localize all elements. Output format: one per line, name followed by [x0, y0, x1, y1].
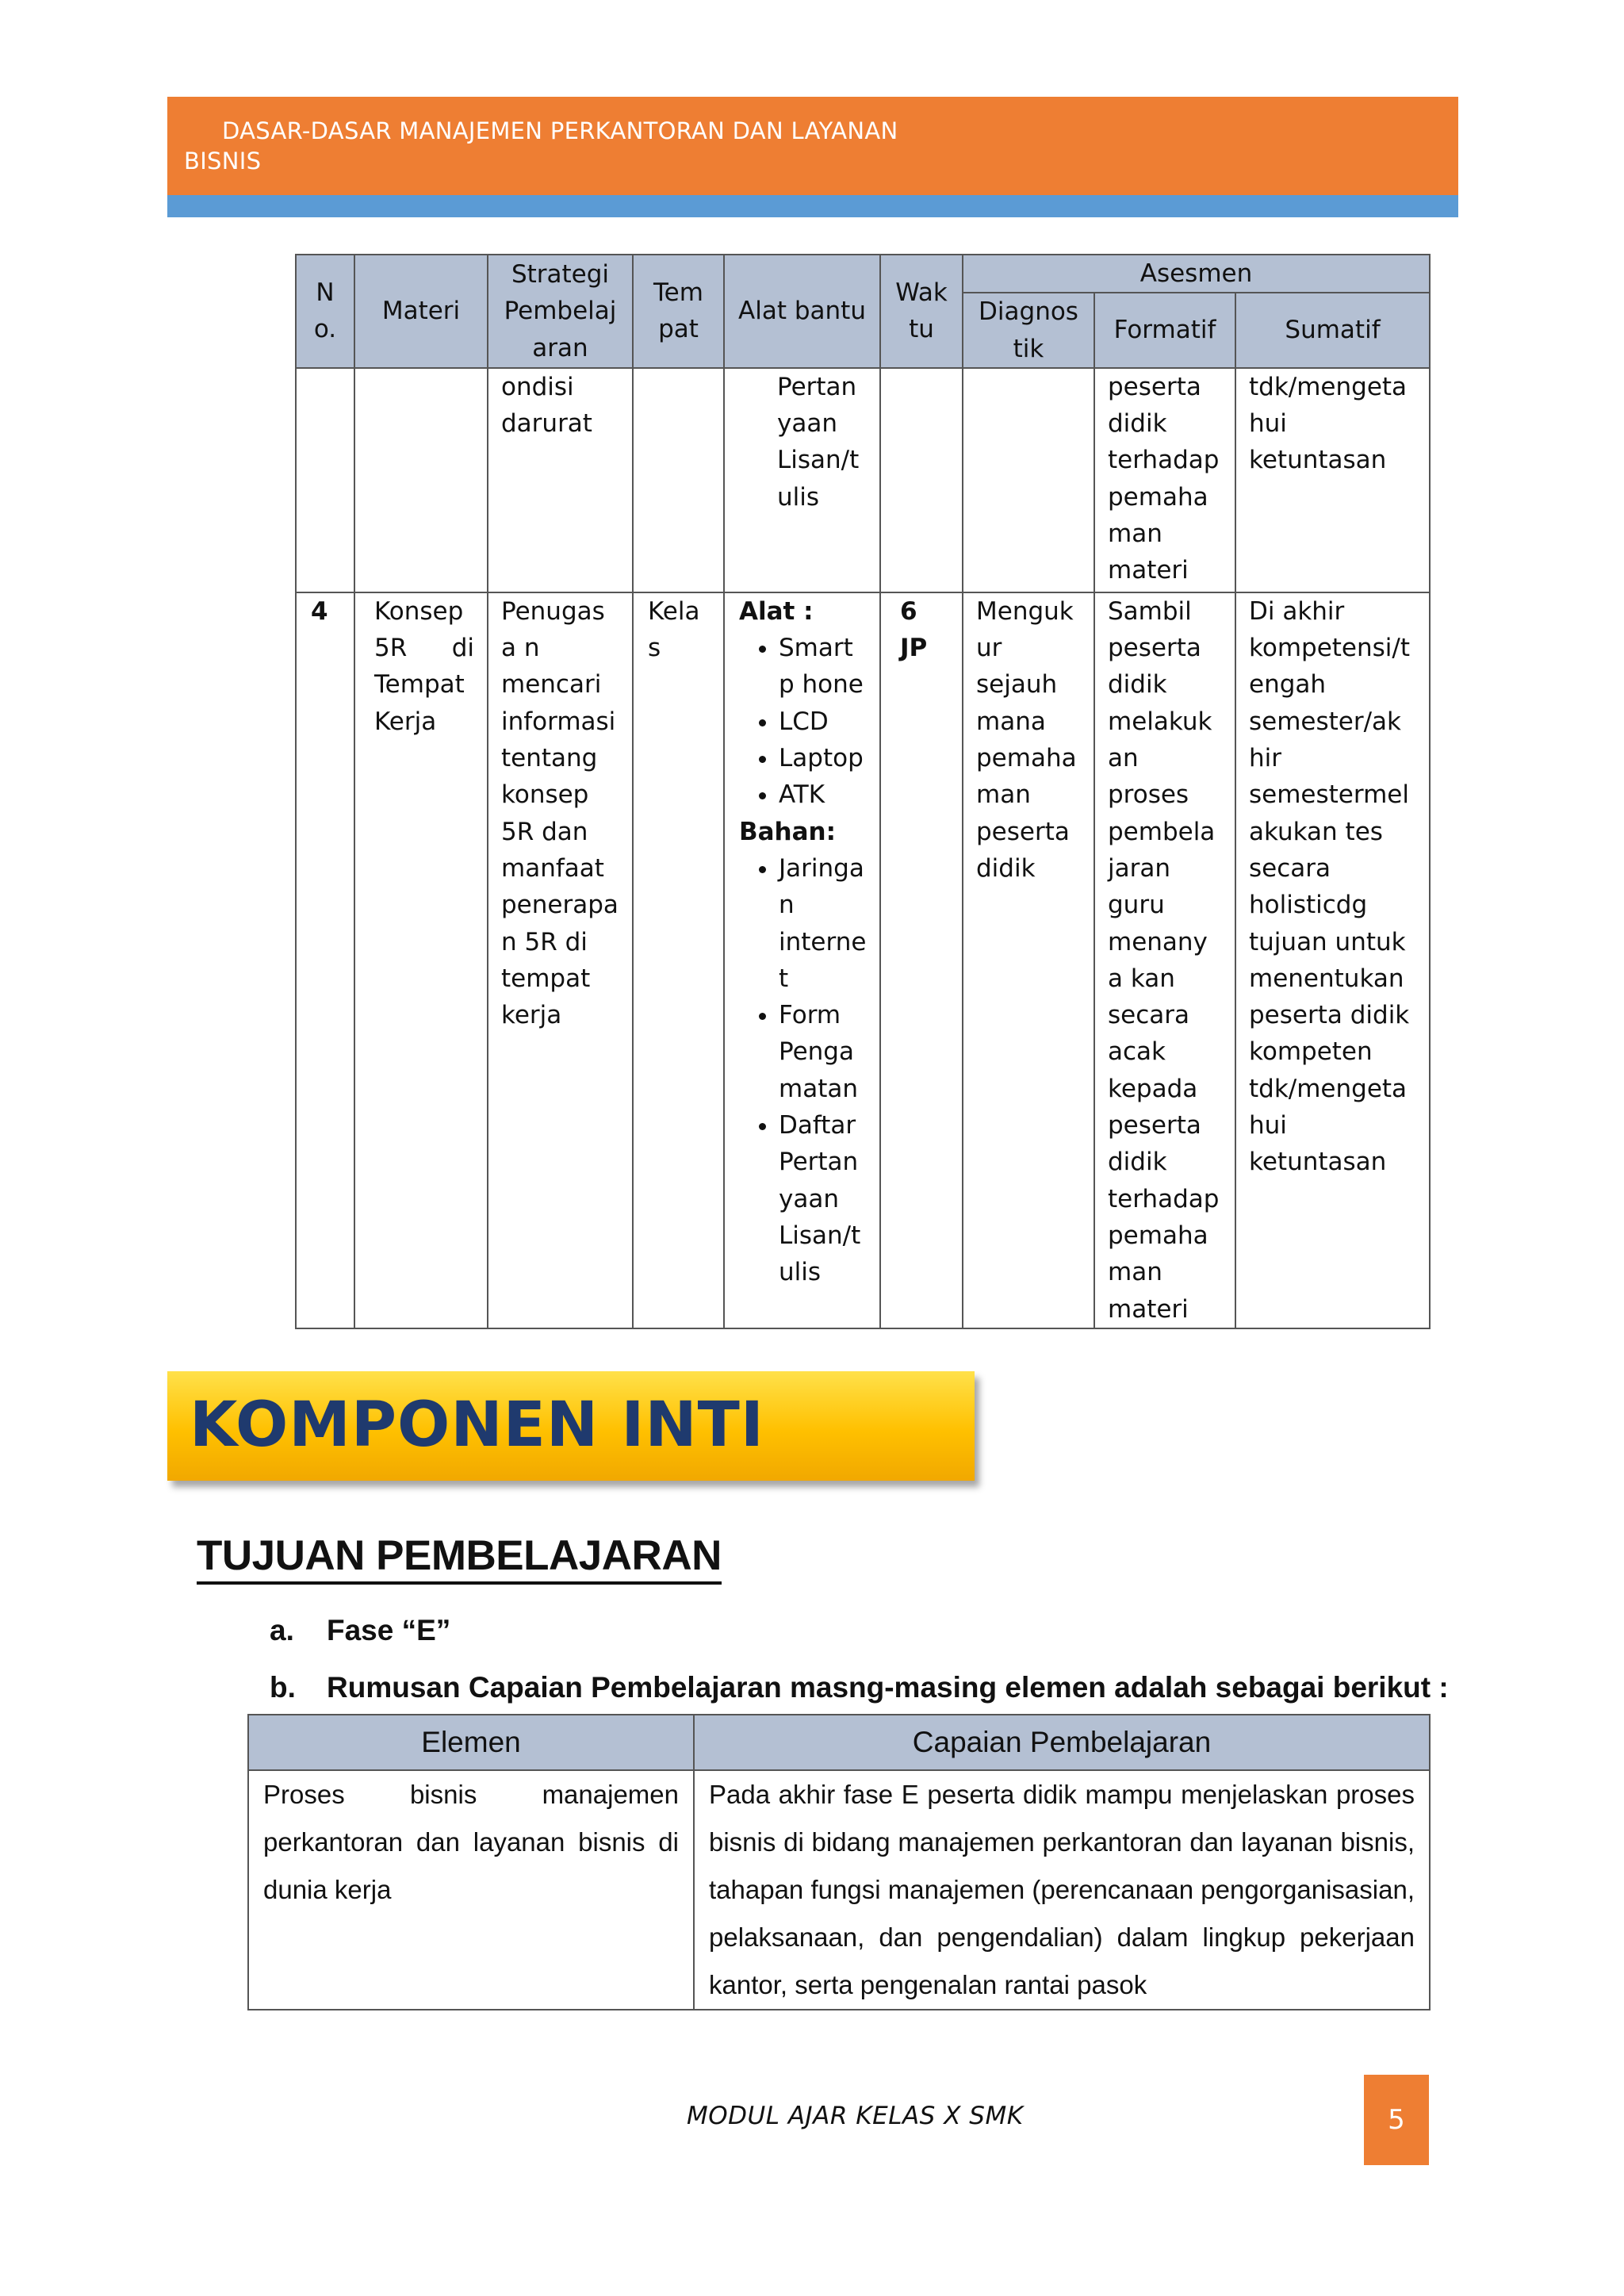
list-item: • ATK	[779, 776, 867, 813]
header-tempat: Tem pat	[633, 255, 724, 368]
section-heading: TUJUAN PEMBELAJARAN	[197, 1531, 722, 1585]
table-row-continued	[296, 368, 1430, 592]
cell-diagnostik: Menguk ur sejauh mana pemaha man peserta didik	[963, 592, 1094, 1328]
document-header-title	[184, 116, 1136, 176]
section-banner-title: KOMPONEN INTI	[190, 1389, 764, 1461]
cell-alat-bantu: Pertan yaan Lisan/t ulis	[724, 368, 880, 592]
list-item: • Daftar Pertan yaan Lisan/t ulis	[779, 1107, 867, 1290]
list-item-text: Fase “E”	[327, 1614, 451, 1646]
list-item-b	[270, 1669, 1449, 1706]
header-no: N o.	[296, 255, 354, 368]
list-item: • LCD	[779, 703, 867, 740]
footer-text: MODUL AJAR KELAS X SMK	[687, 2102, 1024, 2130]
header-formatif: Formatif	[1094, 293, 1235, 368]
header-capaian: Capaian Pembelajaran	[694, 1715, 1430, 1770]
page-number: 5	[1364, 2075, 1429, 2165]
cell-sumatif: tdk/mengeta hui ketuntasan	[1235, 368, 1430, 592]
header-asesmen: Asesmen	[963, 255, 1430, 293]
header-accent-stripe	[167, 195, 1458, 217]
header-elemen: Elemen	[248, 1715, 694, 1770]
list-item-a	[270, 1612, 450, 1649]
alat-label: Alat :	[739, 596, 814, 626]
list-item-text: Rumusan Capaian Pembelajaran masng-masing elemen adalah sebagai berikut :	[327, 1671, 1449, 1704]
list-item: • Jaringa n interne t	[779, 850, 867, 997]
cell-formatif: peserta didik terhadap pemaha man materi	[1094, 368, 1235, 592]
alat-list	[739, 630, 867, 813]
list-marker: a.	[270, 1614, 294, 1646]
header-sumatif: Sumatif	[1235, 293, 1430, 368]
list-item: • Form Penga matan	[779, 997, 867, 1107]
list-item: • Laptop	[779, 740, 867, 776]
cell-formatif: Sambil peserta didik melakuk an proses pembela jaran guru menanya kan secara acak kepada peserta didik terhadap pemaha man materi	[1094, 592, 1235, 1328]
bahan-list	[739, 850, 867, 1291]
cell-elemen: Proses bisnis manajemen perkantoran dan layanan bisnis di dunia kerja	[248, 1770, 694, 2010]
list-marker: b.	[270, 1671, 296, 1704]
table-row-4	[296, 592, 1430, 1328]
header-strategi: Strategi Pembelaj aran	[488, 255, 633, 368]
cell-waktu: 6 JP	[880, 592, 963, 1328]
cell-sumatif: Di akhir kompetensi/t engah semester/ak hir semestermel akukan tes secara holisticdg tujuan untuk menentukan peserta didik kompeten tdk/mengeta hui ketuntasan	[1235, 592, 1430, 1328]
header-waktu: Wak tu	[880, 255, 963, 368]
header-title-line2: BISNIS	[184, 148, 262, 174]
header-diagnostik: Diagnos tik	[963, 293, 1094, 368]
cell-materi: Konsep 5R di Tempat Kerja	[354, 592, 488, 1328]
cell-alat-bantu	[724, 592, 880, 1328]
cell-strategi: Penugasa n mencari informasi tentang konsep 5R dan manfaat penerapa n 5R di tempat kerja	[488, 592, 633, 1328]
cell-capaian: Pada akhir fase E peserta didik mampu menjelaskan proses bisnis di bidang manajemen perkantoran dan layanan bisnis, tahapan fungsi manajemen (perencanaan pengorganisasian, pelaksanaan, dan pengendalian) dalam lingkup pekerjaan kantor, serta pengenalan rantai pasok	[694, 1770, 1430, 2010]
header-materi: Materi	[354, 255, 488, 368]
cell-no: 4	[296, 592, 354, 1328]
cell-tempat: Kelas	[633, 592, 724, 1328]
capaian-table	[247, 1714, 1431, 2010]
lesson-plan-table	[295, 254, 1431, 1329]
section-banner	[167, 1371, 975, 1481]
header-alat-bantu: Alat bantu	[724, 255, 880, 368]
bahan-label: Bahan:	[739, 817, 837, 846]
list-item: • Smartp hone	[779, 630, 867, 703]
cell-strategi: ondisi darurat	[488, 368, 633, 592]
header-title-line1: DASAR-DASAR MANAJEMEN PERKANTORAN DAN LAYANAN	[222, 117, 898, 144]
